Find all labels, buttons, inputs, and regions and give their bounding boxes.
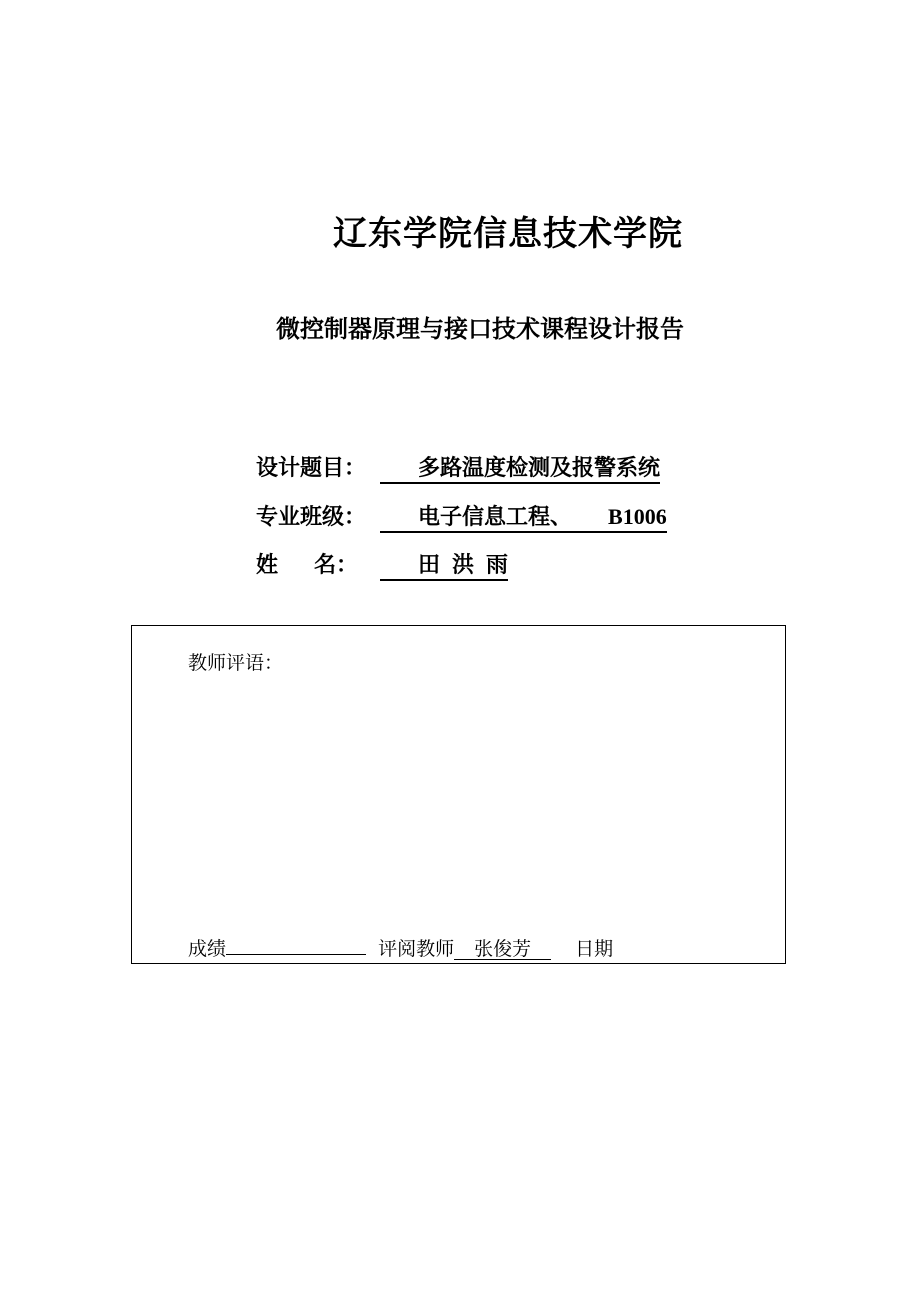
- grade-blank: [226, 936, 366, 955]
- class-code: B1006: [608, 504, 667, 529]
- major-class-label: 专业班级：: [256, 505, 367, 530]
- student-name-row: [256, 551, 508, 581]
- report-subtitle: 微控制器原理与接口技术课程设计报告: [276, 315, 684, 343]
- name-label-last: 名：: [314, 553, 359, 578]
- reviewer-name: 张俊芳: [454, 939, 551, 960]
- major-class-row: [256, 503, 667, 533]
- student-name-value: [380, 553, 508, 581]
- date-label: 日期: [575, 938, 614, 960]
- grade-review-row: [188, 934, 613, 961]
- name-label-first: 姓: [256, 553, 279, 578]
- name-char-3: 雨: [486, 553, 509, 578]
- design-topic-row: [256, 454, 660, 484]
- teacher-remark-label: 教师评语：: [188, 652, 284, 674]
- major-class-value: [380, 504, 667, 533]
- student-name-label: [256, 551, 380, 581]
- name-char-2: 洪: [452, 553, 475, 578]
- grade-label: 成绩: [188, 938, 227, 960]
- reviewer-label: 评阅教师: [378, 938, 455, 960]
- college-title: 辽东学院信息技术学院: [333, 214, 683, 254]
- design-topic-value: 多路温度检测及报警系统: [380, 456, 660, 484]
- teacher-review-box: [131, 625, 786, 964]
- name-char-1: 田: [418, 553, 441, 578]
- major-name: 电子信息工程、: [418, 505, 573, 530]
- design-topic-label: 设计题目：: [256, 456, 367, 481]
